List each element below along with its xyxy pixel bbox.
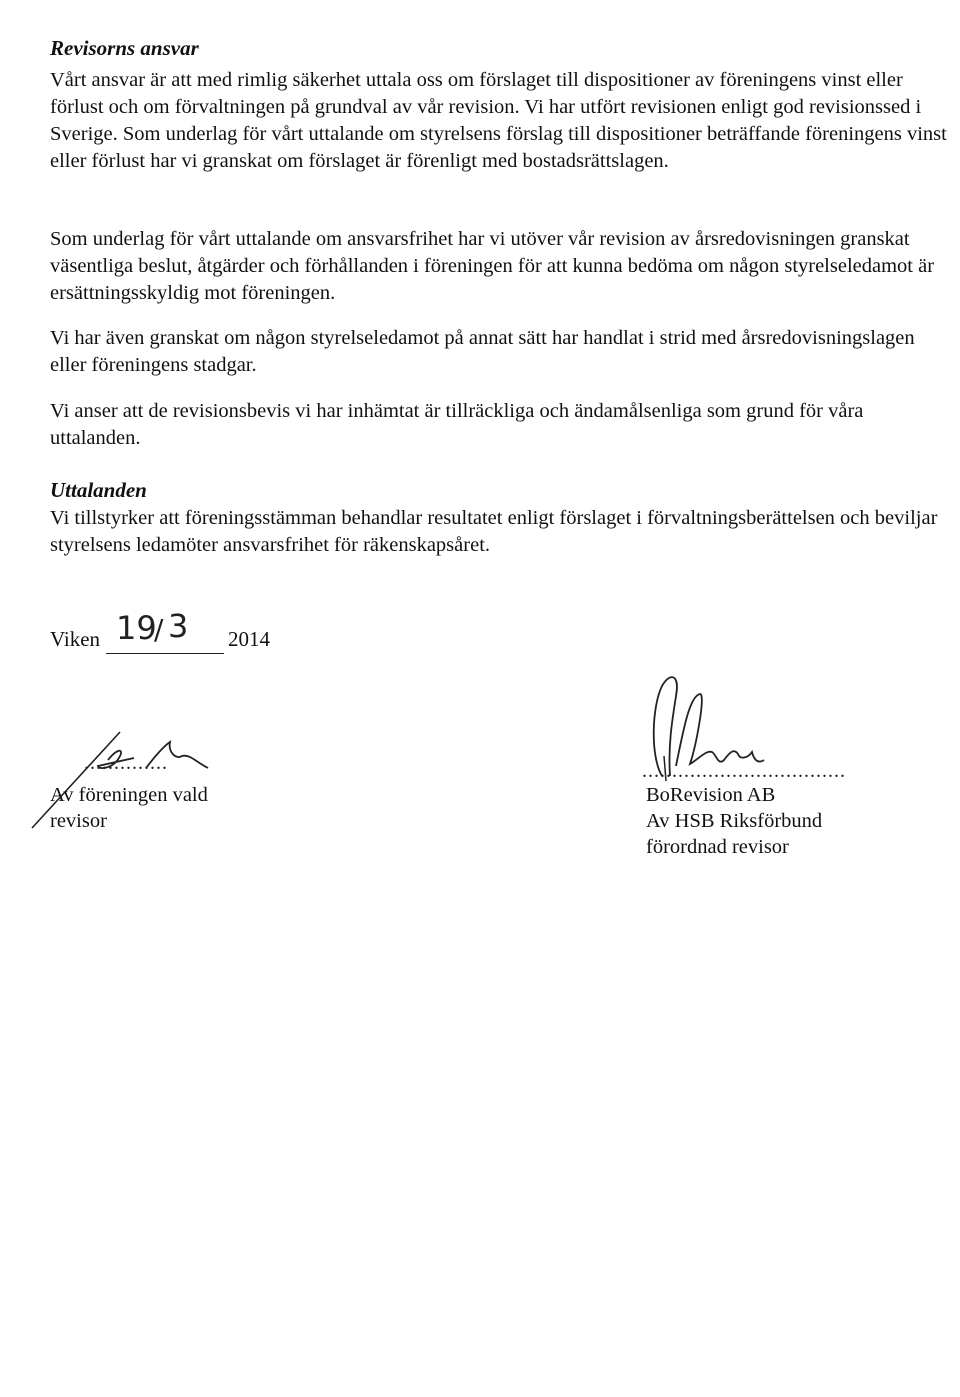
paragraph-revisionsbevis: Vi anser att de revisionsbevis vi har inhämtat är tillräckliga och ändamålsenliga som grund för våra uttalanden.: [50, 400, 864, 449]
paragraph-uttalanden: Vi tillstyrker att föreningsstämman behandlar resultatet enligt förslaget i förvaltningsberättelsen och beviljar styrelsens ledamöter ansvarsfrihet för räkenskapsåret.: [50, 507, 938, 556]
date-year: 2014: [228, 627, 270, 651]
right-signature-block: [646, 782, 822, 860]
left-signature-line2: revisor: [50, 810, 107, 832]
right-signature-dots: ..................................: [642, 760, 846, 782]
paragraph-granskat: Vi har även granskat om någon styrelseledamot på annat sätt har handlat i strid med årsredovisningslagen eller föreningens stadgar.: [50, 327, 915, 376]
paragraph-underlag: Som underlag för vårt uttalande om ansvarsfrihet har vi utöver vår revision av årsredovisningen granskat väsentliga beslut, åtgärder och förhållanden i föreningen för att kunna bedöma om någon styrelseledamot är ersättningsskyldig mot föreningen.: [50, 228, 935, 304]
left-signature-block: [50, 782, 208, 834]
paragraph-ansvar: Vårt ansvar är att med rimlig säkerhet uttala oss om förslaget till dispositioner av föreningens vinst eller förlust och om förvaltningen på grundval av vår revision. Vi har utfört revisionen enligt god revisionssed i Sverige. Som underlag för vårt uttalande om styrelsens förslag till dispositioner beträffande föreningens vinst eller förlust har vi granskat om förslaget är förenligt med bostadsrättslagen.: [50, 69, 947, 172]
heading-revisorns-ansvar: Revisorns ansvar: [50, 36, 199, 60]
handwritten-day: 19: [116, 609, 157, 647]
place-date-line: [50, 607, 450, 655]
handwritten-separator: /: [154, 613, 164, 646]
right-signature-line1: BoRevision AB: [646, 784, 776, 806]
handwritten-month: 3: [168, 607, 189, 645]
place-name: Viken: [50, 627, 101, 651]
right-signature-line3: förordnad revisor: [646, 836, 789, 858]
right-signature-line2: Av HSB Riksförbund: [646, 810, 823, 832]
heading-uttalanden: Uttalanden: [50, 478, 147, 502]
date-underline: [106, 653, 224, 654]
left-signature-dots: ..............: [84, 752, 168, 774]
left-signature-line1: Av föreningen vald: [50, 784, 208, 806]
